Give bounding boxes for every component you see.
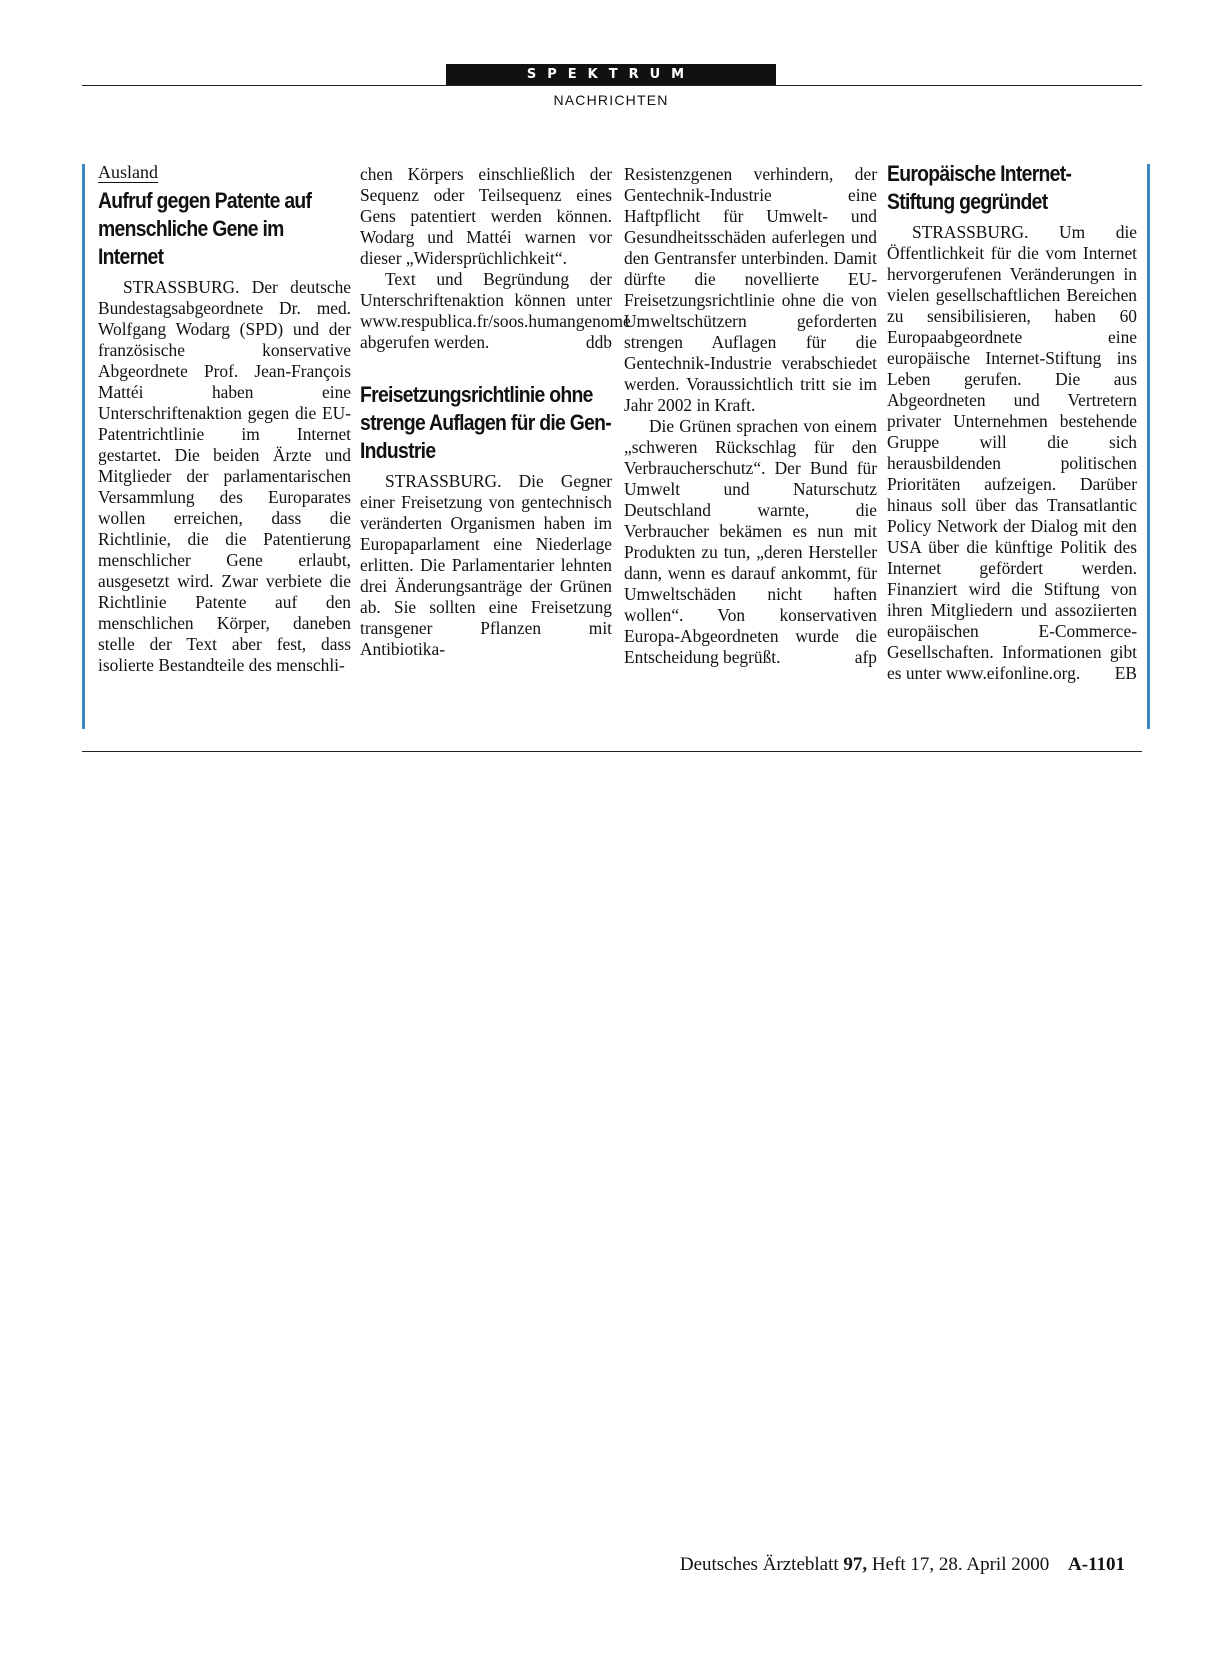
column-2 <box>360 164 631 729</box>
article-1-text-part-2: chen Körpers einschließlich der Sequenz oder Teilsequenz eines Gens patentiert werden können. Wodarg und Mattéi warnen vor dieser „Widersprüchlichkeit“. <box>360 164 612 268</box>
journal-name: Deutsches Ärzteblatt <box>679 1554 839 1575</box>
article-2-text-part-2: Resistenzgenen verhindern, der Gentechnik-Industrie eine Haftpflicht für Umwelt- und Gesundheitsschäden auferlegen und den Gentransfer unterbinden. Damit dürfte die novellierte EU-Freisetzungsrichtlinie ohne die von Umweltschützern geforderten strengen Auflagen für die Gentechnik-Industrie verabschiedet werden. Voraussichtlich tritt sie im Jahr 2002 in Kraft. <box>624 164 877 415</box>
bottom-rule <box>82 751 1142 752</box>
header-rule <box>82 85 1142 86</box>
article-1-headline: Aufruf gegen Patente auf menschliche Gene im Internet <box>98 188 312 269</box>
subsection-title: NACHRICHTEN <box>553 92 669 108</box>
section-title: SPEKTRUM <box>446 64 776 85</box>
article-3-text: STRASSBURG. Um die Öffentlichkeit für die vom Internet hervorgerufenen Veränderungen in vielen gesellschaftlichen Bereichen zu sensibilisieren, haben 60 Europaabgeordnete eine europäische Internet-Stiftung ins Leben gerufen. Die aus Abgeordneten und Vertretern privater Unternehmen bestehende Gruppe will die sich herausbildenden politischen Prioritäten aufzeigen. Darüber hinaus soll über das Transatlantic Policy Network der Dialog mit den USA über die künftige Politik des Internet gefördert werden. Finanziert wird die Stiftung von ihren Mitgliedern und assoziierten europäischen E-Commerce-Gesellschaften. Informationen gibt es unter www.eifonline.org. <box>887 222 1137 683</box>
article-1-paragraph-2 <box>360 269 631 353</box>
column-3 <box>624 164 877 729</box>
article-1-signature: ddb <box>585 332 612 352</box>
column-4 <box>887 161 1150 729</box>
article-2-paragraph-2 <box>624 416 877 668</box>
article-3-signature: EB <box>1114 663 1137 683</box>
news-columns <box>82 161 1142 729</box>
article-2-paragraph-2-text: Die Grünen sprachen von einem „schweren Rückschlag für den Verbraucherschutz“. Der Bund für Umwelt und Naturschutz Deutschland warnte, die Verbraucher bekämen es nun mit Produkten zu tun, „deren Hersteller dann, wenn es darauf ankommt, für Umweltschäden nicht haften wollen“. Von konservativen Europa-Abgeordneten wurde die Entscheidung begrüßt. <box>624 416 877 667</box>
article-2-signature: afp <box>854 647 877 667</box>
page-footer <box>680 1554 1125 1576</box>
article-2-headline: Freisetzungsrichtlinie ohne strenge Auflagen für die Gen-Industrie <box>360 382 612 463</box>
column-1 <box>82 164 351 729</box>
article-1-text-part-1: STRASSBURG. Der deutsche Bundestagsabgeordnete Dr. med. Wolfgang Wodarg (SPD) und der französische konservative Abgeordnete Prof. Jean-François Mattéi haben eine Unterschriftenaktion gegen die EU-Patentrichtlinie im Internet gestartet. Die beiden Ärzte und Mitglieder der parlamentarischen Versammlung des Europarates wollen erreichen, dass die Richtlinie, die die Patentierung menschlicher Gene erlaubt, ausgesetzt wird. Zwar verbiete die Richtlinie Patente auf den menschlichen Körper, daneben stelle der Text aber fest, dass isolierte Bestandteile des menschli- <box>98 277 351 675</box>
article-2-text-part-1: STRASSBURG. Die Gegner einer Freisetzung von gentechnisch veränderten Organismen haben im Europaparlament eine Niederlage erlitten. Die Parlamentarier lehnten drei Änderungsanträge der Grünen ab. Sie sollten eine Freisetzung transgener Pflanzen mit Antibiotika- <box>360 471 612 659</box>
journal-volume: 97, <box>843 1554 868 1575</box>
journal-issue: Heft 17, 28. April 2000 <box>871 1554 1050 1575</box>
spacer <box>360 353 612 381</box>
page-number: A-1101 <box>1068 1554 1125 1575</box>
article-1-paragraph-2-text: Text und Begründung der Unterschriftenaktion können unter www.respublica.fr/soos.humangenome abgerufen werden. <box>360 269 631 352</box>
kicker-label: Ausland <box>98 162 158 182</box>
article-3-headline: Europäische Internet-Stiftung gegründet <box>887 161 1072 214</box>
article-3-paragraph <box>887 222 1137 684</box>
